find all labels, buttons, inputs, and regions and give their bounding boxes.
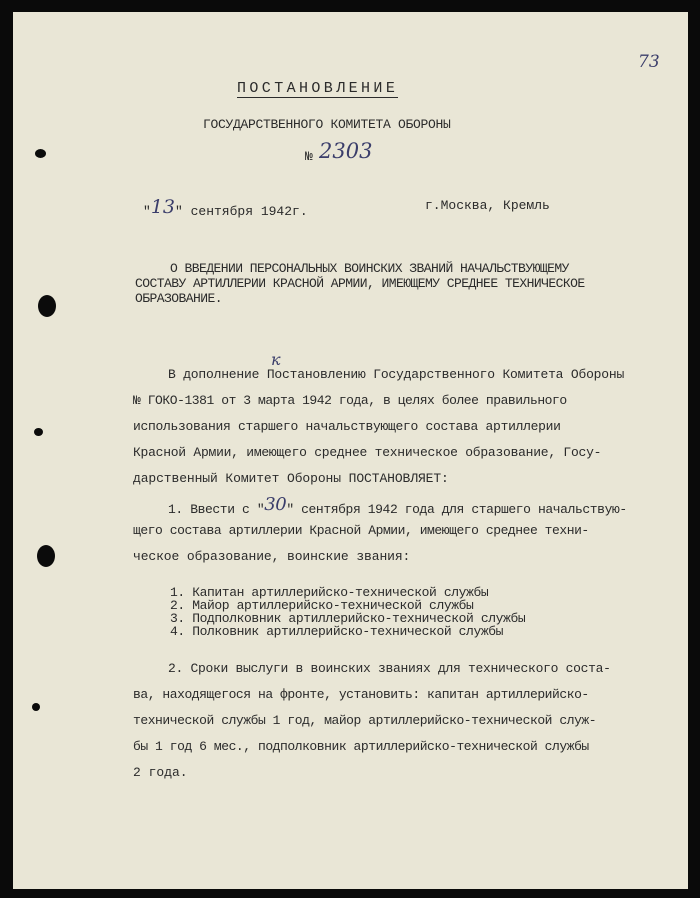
punch-hole <box>35 149 46 158</box>
subject-line-1: О ВВЕДЕНИИ ПЕРСОНАЛЬНЫХ ВОИНСКИХ ЗВАНИЙ НАЧАЛЬСТВУЮЩЕМУ <box>170 261 569 276</box>
point-2-line-2: ва, находящегося на фронте, установить: капитан артиллерийско- <box>133 687 589 702</box>
preamble-line-4: Красной Армии, имеющего среднее техническое образование, Госу- <box>133 445 602 460</box>
preamble-line-5: дарственный Комитет Обороны ПОСТАНОВЛЯЕТ: <box>133 471 449 486</box>
resolution-number: 2303 <box>319 139 373 163</box>
point-1-line-1 <box>168 494 627 518</box>
point-1-rest: " сентября 1942 года для старшего начальствую- <box>286 502 627 517</box>
point-2-line-3: технической службы 1 год, майор артиллерийско-технической служ- <box>133 713 597 728</box>
correction-mark: к <box>271 350 281 369</box>
preamble-line-1: В дополнение Постановлению Государственного Комитета Обороны <box>168 367 625 382</box>
document-title: ПОСТАНОВЛЕНИЕ <box>237 80 399 97</box>
rank-item: 3. Подполковник артиллерийско-технической службы <box>170 611 526 626</box>
date-line <box>143 198 308 220</box>
rank-item: 1. Капитан артиллерийско-технической службы <box>170 585 489 600</box>
document-subtitle: ГОСУДАРСТВЕННОГО КОМИТЕТА ОБОРОНЫ <box>203 117 451 132</box>
preamble-line-3: использования старшего начальствующего состава артиллерии <box>133 419 561 434</box>
rank-item: 4. Полковник артиллерийско-технической службы <box>170 624 504 639</box>
preamble-line-2: № ГОКО-1381 от 3 марта 1942 года, в целях более правильного <box>133 393 567 408</box>
point-1-day: 30 <box>264 494 287 515</box>
archive-page-number: 73 <box>638 52 660 72</box>
point-2-line-5: 2 года. <box>133 765 188 780</box>
punch-hole <box>32 703 40 711</box>
point-2-line-1: 2. Сроки выслуги в воинских званиях для технического соста- <box>168 661 611 676</box>
punch-hole <box>38 295 56 317</box>
point-1-start: 1. Ввести с " <box>168 502 265 517</box>
date-open-quote: " <box>143 204 151 219</box>
subject-line-2: СОСТАВУ АРТИЛЛЕРИИ КРАСНОЙ АРМИИ, ИМЕЮЩЕМУ СРЕДНЕЕ ТЕХНИЧЕСКОЕ <box>135 276 585 291</box>
date-day: 13 <box>150 196 175 218</box>
resolution-number-prefix: № <box>305 149 313 164</box>
rank-item: 2. Майор артиллерийско-технической службы <box>170 598 474 613</box>
date-month-year: " сентября 1942г. <box>175 204 308 219</box>
punch-hole <box>37 545 55 567</box>
place-line: г.Москва, Кремль <box>425 198 550 213</box>
point-1-line-3: ческое образование, воинские звания: <box>133 549 411 564</box>
subject-line-3: ОБРАЗОВАНИЕ. <box>135 291 223 306</box>
point-1-line-2: щего состава артиллерии Красной Армии, имеющего среднее техни- <box>133 523 589 538</box>
punch-hole <box>34 428 43 436</box>
point-2-line-4: бы 1 год 6 мес., подполковник артиллерийско-технической службы <box>133 739 589 754</box>
document-page <box>13 12 688 889</box>
